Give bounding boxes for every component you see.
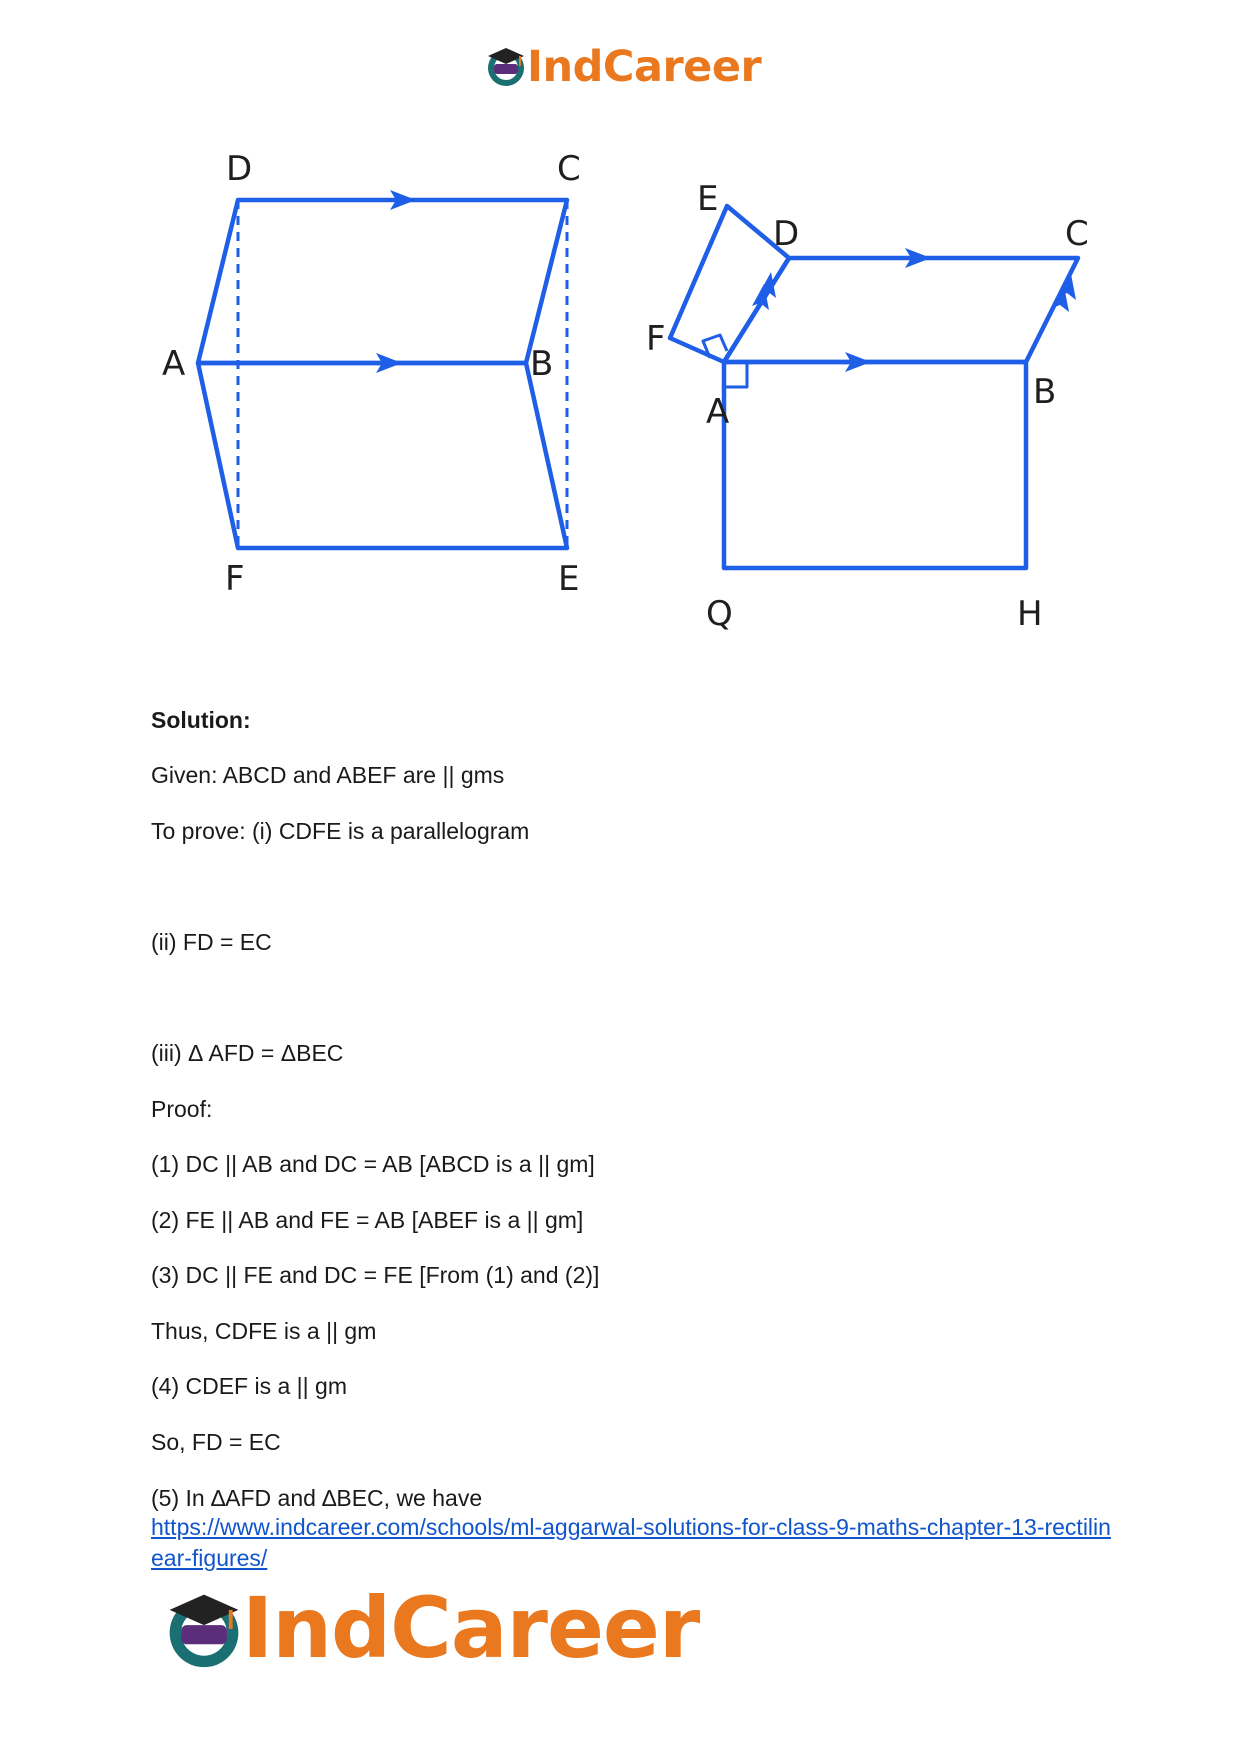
label-d-right: D <box>773 214 800 254</box>
solution-line: (5) In ∆AFD and ∆BEC, we have <box>151 1485 483 1511</box>
solution-line: (2) FE || AB and FE = AB [ABEF is a || gm] <box>151 1207 584 1233</box>
footer-logo <box>162 1579 722 1677</box>
square-abhq <box>724 362 1026 568</box>
label-c-right: C <box>1065 214 1089 254</box>
label-e: E <box>558 559 580 599</box>
solution-line: Given: ABCD and ABEF are || gms <box>151 762 505 788</box>
solution-line: (4) CDEF is a || gm <box>151 1373 347 1399</box>
label-a-right: A <box>706 392 730 432</box>
solution-line: (ii) FD = EC <box>151 929 272 955</box>
solution-line: So, FD = EC <box>151 1429 281 1455</box>
label-b-right: B <box>1033 372 1057 412</box>
solution-line: (iii) Δ AFD = ΔBEC <box>151 1040 344 1066</box>
solution-line: Proof: <box>151 1096 213 1122</box>
label-f-right: F <box>646 319 666 359</box>
label-d: D <box>226 149 253 189</box>
label-e-right: E <box>697 179 719 219</box>
logo-wordmark: IndCareer <box>242 1579 700 1677</box>
solution-line: Thus, CDFE is a || gm <box>151 1318 377 1344</box>
figure-left <box>198 190 567 548</box>
parallelogram-abcd <box>198 200 567 363</box>
solution-line: (3) DC || FE and DC = FE [From (1) and (2)] <box>151 1262 600 1288</box>
geometry-figures <box>140 150 1110 670</box>
solution-line: (1) DC || AB and DC = AB [ABCD is a || gm] <box>151 1151 595 1177</box>
right-angle-marker-a <box>724 362 747 387</box>
header-logo <box>486 40 766 96</box>
label-c: C <box>557 149 581 189</box>
logo-wordmark: IndCareer <box>527 42 762 92</box>
parallelogram-abef <box>198 363 567 548</box>
label-q: Q <box>706 594 733 634</box>
solution-line: To prove: (i) CDFE is a parallelogram <box>151 818 530 844</box>
label-a: A <box>162 344 186 384</box>
graduation-cap-icon <box>486 44 526 88</box>
source-link[interactable]: https://www.indcareer.com/schools/ml-aggarwal-solutions-for-class-9-maths-chapter-13-rectilinear-figures/ <box>151 1514 1111 1571</box>
solution-heading: Solution: <box>151 707 251 733</box>
graduation-cap-icon <box>162 1587 246 1671</box>
label-h: H <box>1017 594 1043 634</box>
figure-right <box>670 206 1078 568</box>
label-f: F <box>225 559 245 599</box>
label-b: B <box>530 344 554 384</box>
